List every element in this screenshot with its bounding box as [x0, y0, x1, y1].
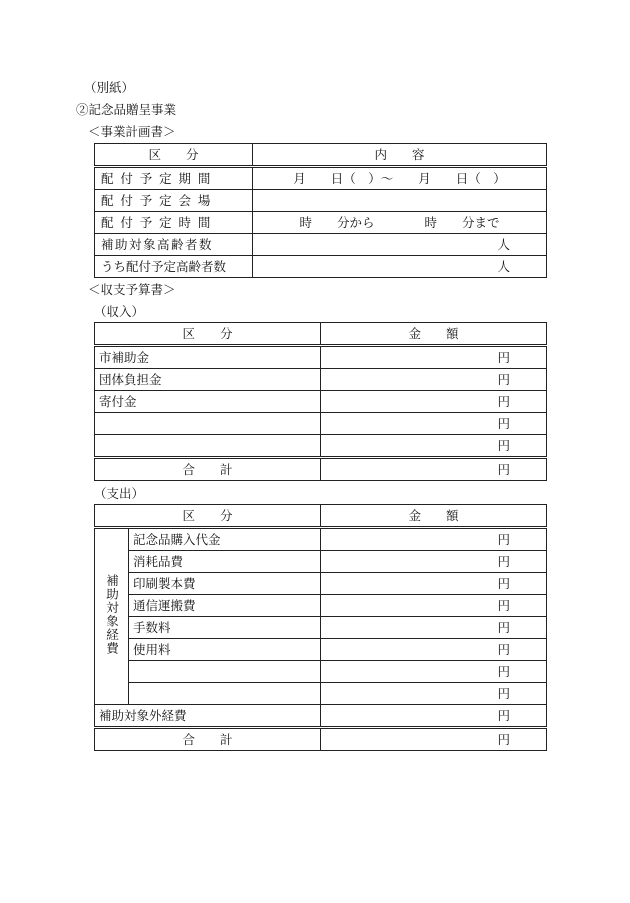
expense-other-label: 補助対象外経費: [95, 705, 321, 728]
income-label-subsidy: 市補助金: [95, 346, 321, 369]
expense-item-label: 消耗品費: [129, 551, 321, 573]
expense-item-unit: 円: [321, 551, 547, 573]
table-row: [95, 705, 547, 728]
plan-col-kubun: 区 分: [95, 144, 253, 167]
table-row: [95, 234, 547, 256]
income-unit: 円: [321, 346, 547, 369]
plan-header-row: [95, 144, 547, 167]
table-row: [95, 346, 547, 369]
plan-value-eligible: 人: [253, 234, 547, 256]
expense-header-row: [95, 505, 547, 528]
plan-label-distribute: うち配付予定高齢者数: [95, 256, 253, 278]
table-row: [95, 435, 547, 458]
expense-item-label: [129, 683, 321, 705]
income-col-kubun: 区 分: [95, 323, 321, 346]
income-total-row: [95, 458, 547, 481]
table-row: [95, 256, 547, 278]
expense-table: [94, 504, 547, 751]
plan-label-period: 配付予定期間: [95, 167, 253, 190]
expense-item-unit: 円: [321, 617, 547, 639]
plan-label-venue: 配付予定会場: [95, 190, 253, 212]
income-header-row: [95, 323, 547, 346]
table-row: [95, 639, 547, 661]
table-row: [95, 212, 547, 234]
table-row: [95, 661, 547, 683]
expense-total-row: [95, 728, 547, 751]
plan-label-eligible: 補助対象高齢者数: [95, 234, 253, 256]
income-total-unit: 円: [321, 458, 547, 481]
table-row: [95, 551, 547, 573]
expense-item-label: 使用料: [129, 639, 321, 661]
income-label: （収入）: [94, 304, 145, 319]
plan-value-time: 時 分から 時 分まで: [253, 212, 547, 234]
plan-table: [94, 143, 547, 278]
income-label-blank: [95, 435, 321, 458]
income-unit: 円: [321, 413, 547, 435]
table-row: [95, 617, 547, 639]
expense-other-unit: 円: [321, 705, 547, 728]
expense-total-label: 合 計: [95, 728, 321, 751]
attachment-label: （別紙）: [84, 80, 135, 95]
expense-item-unit: 円: [321, 661, 547, 683]
expense-item-unit: 円: [321, 528, 547, 551]
plan-value-venue: [253, 190, 547, 212]
plan-title: ＜事業計画書＞: [88, 124, 176, 139]
expense-item-unit: 円: [321, 573, 547, 595]
table-row: [95, 391, 547, 413]
table-row: [95, 528, 547, 551]
income-total-label: 合 計: [95, 458, 321, 481]
income-unit: 円: [321, 391, 547, 413]
budget-title: ＜収支予算書＞: [88, 282, 176, 297]
table-row: [95, 167, 547, 190]
plan-label-time: 配付予定時間: [95, 212, 253, 234]
income-unit: 円: [321, 369, 547, 391]
expense-label: （支出）: [94, 486, 145, 501]
expense-group-cell: [95, 528, 129, 705]
table-row: [95, 369, 547, 391]
income-label-donation: 寄付金: [95, 391, 321, 413]
plan-col-naiyou: 内 容: [253, 144, 547, 167]
expense-col-kingaku: 金 額: [321, 505, 547, 528]
expense-item-label: 記念品購入代金: [129, 528, 321, 551]
table-row: [95, 413, 547, 435]
table-row: [95, 190, 547, 212]
income-col-kingaku: 金 額: [321, 323, 547, 346]
table-row: [95, 595, 547, 617]
expense-item-unit: 円: [321, 683, 547, 705]
expense-item-label: 通信運搬費: [129, 595, 321, 617]
plan-value-distribute: 人: [253, 256, 547, 278]
expense-item-unit: 円: [321, 595, 547, 617]
income-unit: 円: [321, 435, 547, 458]
expense-total-unit: 円: [321, 728, 547, 751]
income-label-group: 団体負担金: [95, 369, 321, 391]
income-table: [94, 322, 547, 481]
table-row: [95, 683, 547, 705]
income-label-blank: [95, 413, 321, 435]
expense-item-label: 印刷製本費: [129, 573, 321, 595]
table-row: [95, 573, 547, 595]
expense-item-label: 手数料: [129, 617, 321, 639]
expense-col-kubun: 区 分: [95, 505, 321, 528]
plan-value-period: 月 日（ ）～ 月 日（ ）: [253, 167, 547, 190]
expense-group-label: 補助対象経費: [104, 573, 120, 655]
expense-item-unit: 円: [321, 639, 547, 661]
section-title: ②記念品贈呈事業: [76, 102, 177, 117]
expense-item-label: [129, 661, 321, 683]
